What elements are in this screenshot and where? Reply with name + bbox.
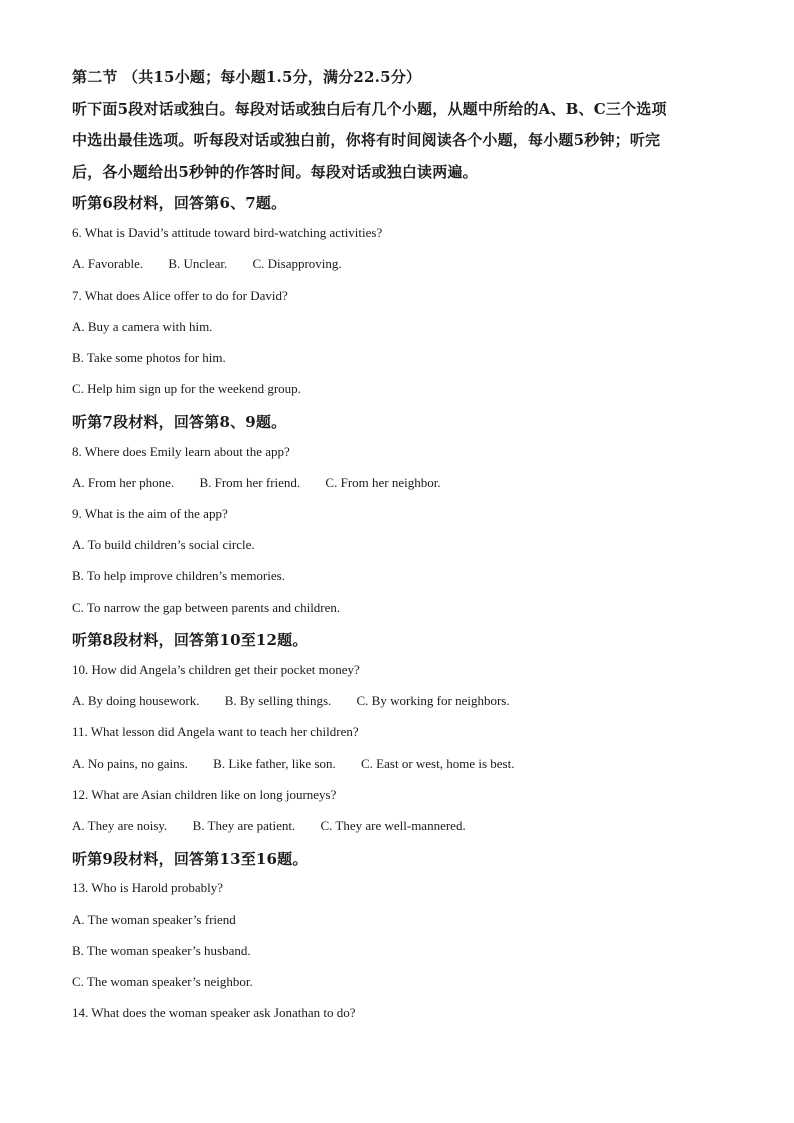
question-14: 14. What does the woman speaker ask Jonathan to do? [72, 1005, 356, 1020]
instructions-line-1: 听下面5段对话或独白。每段对话或独白后有几个小题，从题中所给的A、B、C三个选项 [72, 100, 667, 118]
question-13: 13. Who is Harold probably? [72, 880, 224, 895]
option-11a: A. No pains, no gains. [72, 756, 188, 771]
question-6-options [72, 256, 342, 272]
option-10c: C. By working for neighbors. [356, 693, 510, 708]
option-7c: C. Help him sign up for the weekend group. [72, 381, 301, 396]
option-7a: A. Buy a camera with him. [72, 319, 213, 334]
option-9b: B. To help improve children’s memories. [72, 568, 285, 583]
option-12a: A. They are noisy. [72, 818, 168, 833]
instructions-line-3: 后，各小题给出5秒钟的作答时间。每段对话或独白读两遍。 [72, 163, 478, 181]
option-13a: A. The woman speaker’s friend [72, 912, 236, 927]
option-12c: C. They are well-mannered. [320, 818, 466, 833]
option-12b: B. They are patient. [192, 818, 296, 833]
question-10: 10. How did Angela’s children get their pocket money? [72, 662, 360, 677]
option-13b: B. The woman speaker’s husband. [72, 943, 251, 958]
question-12: 12. What are Asian children like on long journeys? [72, 787, 337, 802]
option-11c: C. East or west, home is best. [361, 756, 515, 771]
group-heading-8-9: 听第7段材料，回答第8、9题。 [72, 413, 287, 431]
question-11-options [72, 756, 514, 772]
group-heading-10-12: 听第8段材料，回答第10至12题。 [72, 631, 308, 649]
question-8: 8. Where does Emily learn about the app? [72, 444, 290, 459]
option-13c: C. The woman speaker’s neighbor. [72, 974, 253, 989]
group-heading-6-7: 听第6段材料，回答第6、7题。 [72, 194, 287, 212]
question-8-options [72, 475, 441, 491]
option-6c: C. Disapproving. [252, 256, 342, 271]
question-6: 6. What is David’s attitude toward bird-watching activities? [72, 225, 383, 240]
option-9c: C. To narrow the gap between parents and children. [72, 600, 341, 615]
option-8c: C. From her neighbor. [325, 475, 441, 490]
question-9: 9. What is the aim of the app? [72, 506, 228, 521]
option-7b: B. Take some photos for him. [72, 350, 226, 365]
group-heading-13-16: 听第9段材料，回答第13至16题。 [72, 850, 308, 868]
question-7: 7. What does Alice offer to do for David? [72, 288, 288, 303]
question-10-options [72, 693, 510, 709]
question-12-options [72, 818, 466, 834]
instructions-line-2: 中选出最佳选项。听每段对话或独白前，你将有时间阅读各个小题，每小题5秒钟；听完 [72, 131, 661, 149]
option-8b: B. From her friend. [199, 475, 301, 490]
question-11: 11. What lesson did Angela want to teach her children? [72, 724, 359, 739]
option-10b: B. By selling things. [224, 693, 332, 708]
option-10a: A. By doing housework. [72, 693, 200, 708]
option-6b: B. Unclear. [168, 256, 228, 271]
option-6a: A. Favorable. [72, 256, 144, 271]
option-9a: A. To build children’s social circle. [72, 537, 255, 552]
option-11b: B. Like father, like son. [213, 756, 336, 771]
section-title: 第二节 （共15小题；每小题1.5分，满分22.5分） [72, 68, 422, 86]
option-8a: A. From her phone. [72, 475, 175, 490]
